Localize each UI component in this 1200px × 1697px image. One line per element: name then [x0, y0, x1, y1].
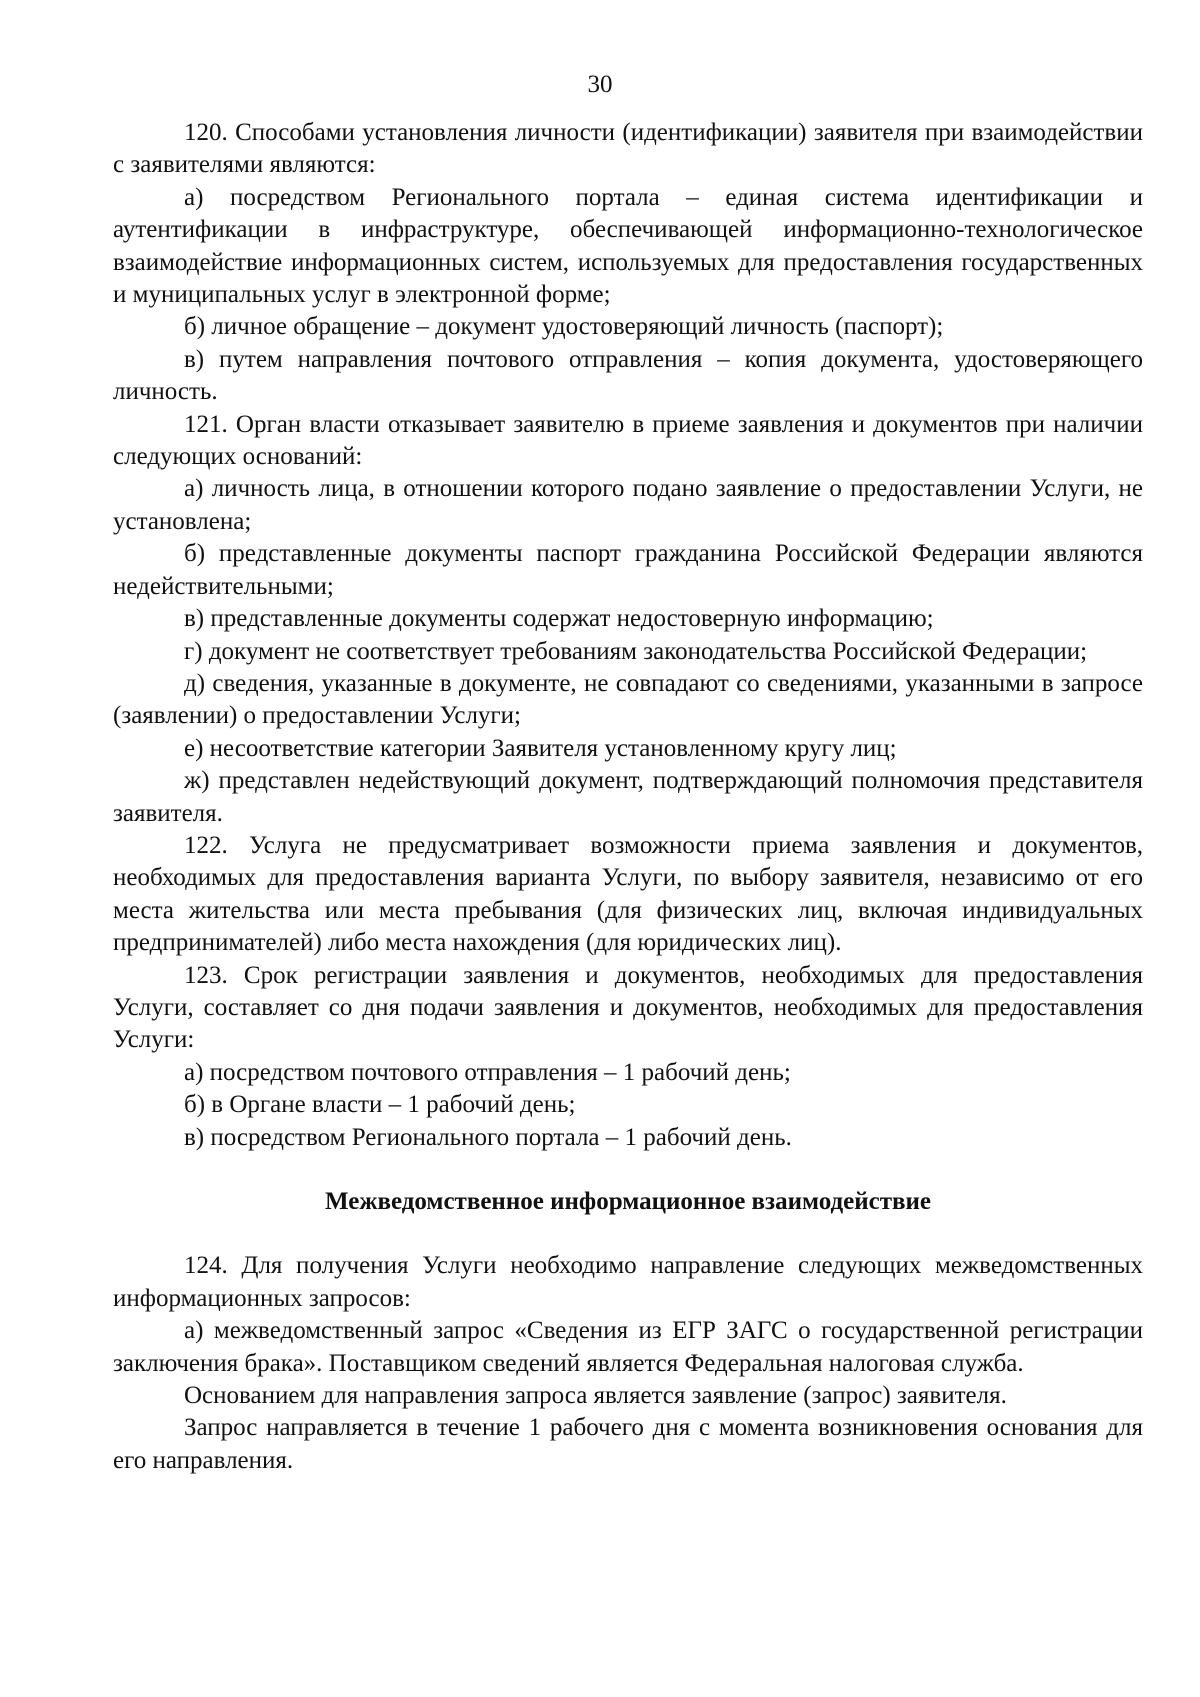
paragraph-120-item-b: б) личное обращение – документ удостоверяющий личность (паспорт);	[184, 313, 944, 341]
paragraph-121-item-b: б) представленные документы паспорт гражданина Российской Федерации являются недействительными;	[113, 540, 1143, 600]
paragraph-121: 121. Орган власти отказывает заявителю в приеме заявления и документов при наличии следующих оснований:	[113, 410, 1143, 471]
paragraph-120-item-a: а) посредством Регионального портала – единая система идентификации и аутентификации в инфраструктуре, обеспечивающей информационно-технологическое взаимодействие информационных систем, используемых для предоставления государственных и муниципальных услуг в электронной форме;	[113, 183, 1143, 309]
paragraph-121-item-v: в) представленные документы содержат недостоверную информацию;	[184, 605, 934, 633]
paragraph-120-item-v: в) путем направления почтового отправления – копия документа, удостоверяющего личность.	[113, 345, 1143, 406]
paragraph-123: 123. Срок регистрации заявления и документов, необходимых для предоставления Услуги, составляет со дня подачи заявления и документов, необходимых для предоставления Услуги:	[113, 961, 1143, 1054]
paragraph-124-deadline: Запрос направляется в течение 1 рабочего дня с момента возникновения основания для его направления.	[113, 1414, 1143, 1474]
paragraph-123-item-b: б) в Органе власти – 1 рабочий день;	[184, 1091, 576, 1119]
paragraph-124-item-a: а) межведомственный запрос «Сведения из ЕГР ЗАГС о государственной регистрации заключения брака». Поставщиком сведений является Федеральная налоговая служба.	[113, 1317, 1143, 1377]
paragraph-124: 124. Для получения Услуги необходимо направление следующих межведомственных информационных запросов:	[113, 1252, 1143, 1312]
paragraph-121-item-d: д) сведения, указанные в документе, не совпадают со сведениями, указанными в запросе (заявлении) о предоставлении Услуги;	[113, 669, 1143, 730]
paragraph-123-item-v: в) посредством Регионального портала – 1 рабочий день.	[184, 1123, 792, 1151]
paragraph-121-item-a: а) личность лица, в отношении которого подано заявление о предоставлении Услуги, не установлена;	[113, 475, 1143, 535]
paragraph-120: 120. Способами установления личности (идентификации) заявителя при взаимодействии с заявителями являются:	[113, 119, 1143, 179]
page-number: 30	[587, 71, 613, 98]
paragraph-121-item-e: е) несоответствие категории Заявителя установленному кругу лиц;	[184, 734, 897, 762]
paragraph-121-item-zh: ж) представлен недействующий документ, подтверждающий полномочия представителя заявителя.	[113, 767, 1143, 827]
section-heading: Межведомственное информационное взаимодействие	[325, 1188, 931, 1215]
paragraph-122: 122. Услуга не предусматривает возможности приема заявления и документов, необходимых для предоставления варианта Услуги, по выбору заявителя, независимо от его места жительства или места пребывания (для физических лиц, включая индивидуальных предпринимателей) либо места нахождения (для юридических лиц).	[113, 831, 1143, 957]
paragraph-123-item-a: а) посредством почтового отправления – 1 рабочий день;	[184, 1058, 791, 1086]
paragraph-124-basis: Основанием для направления запроса является заявление (запрос) заявителя.	[184, 1382, 1007, 1410]
document-body	[113, 117, 1143, 1477]
paragraph-121-item-g: г) документ не соответствует требованиям законодательства Российской Федерации;	[184, 637, 1088, 665]
